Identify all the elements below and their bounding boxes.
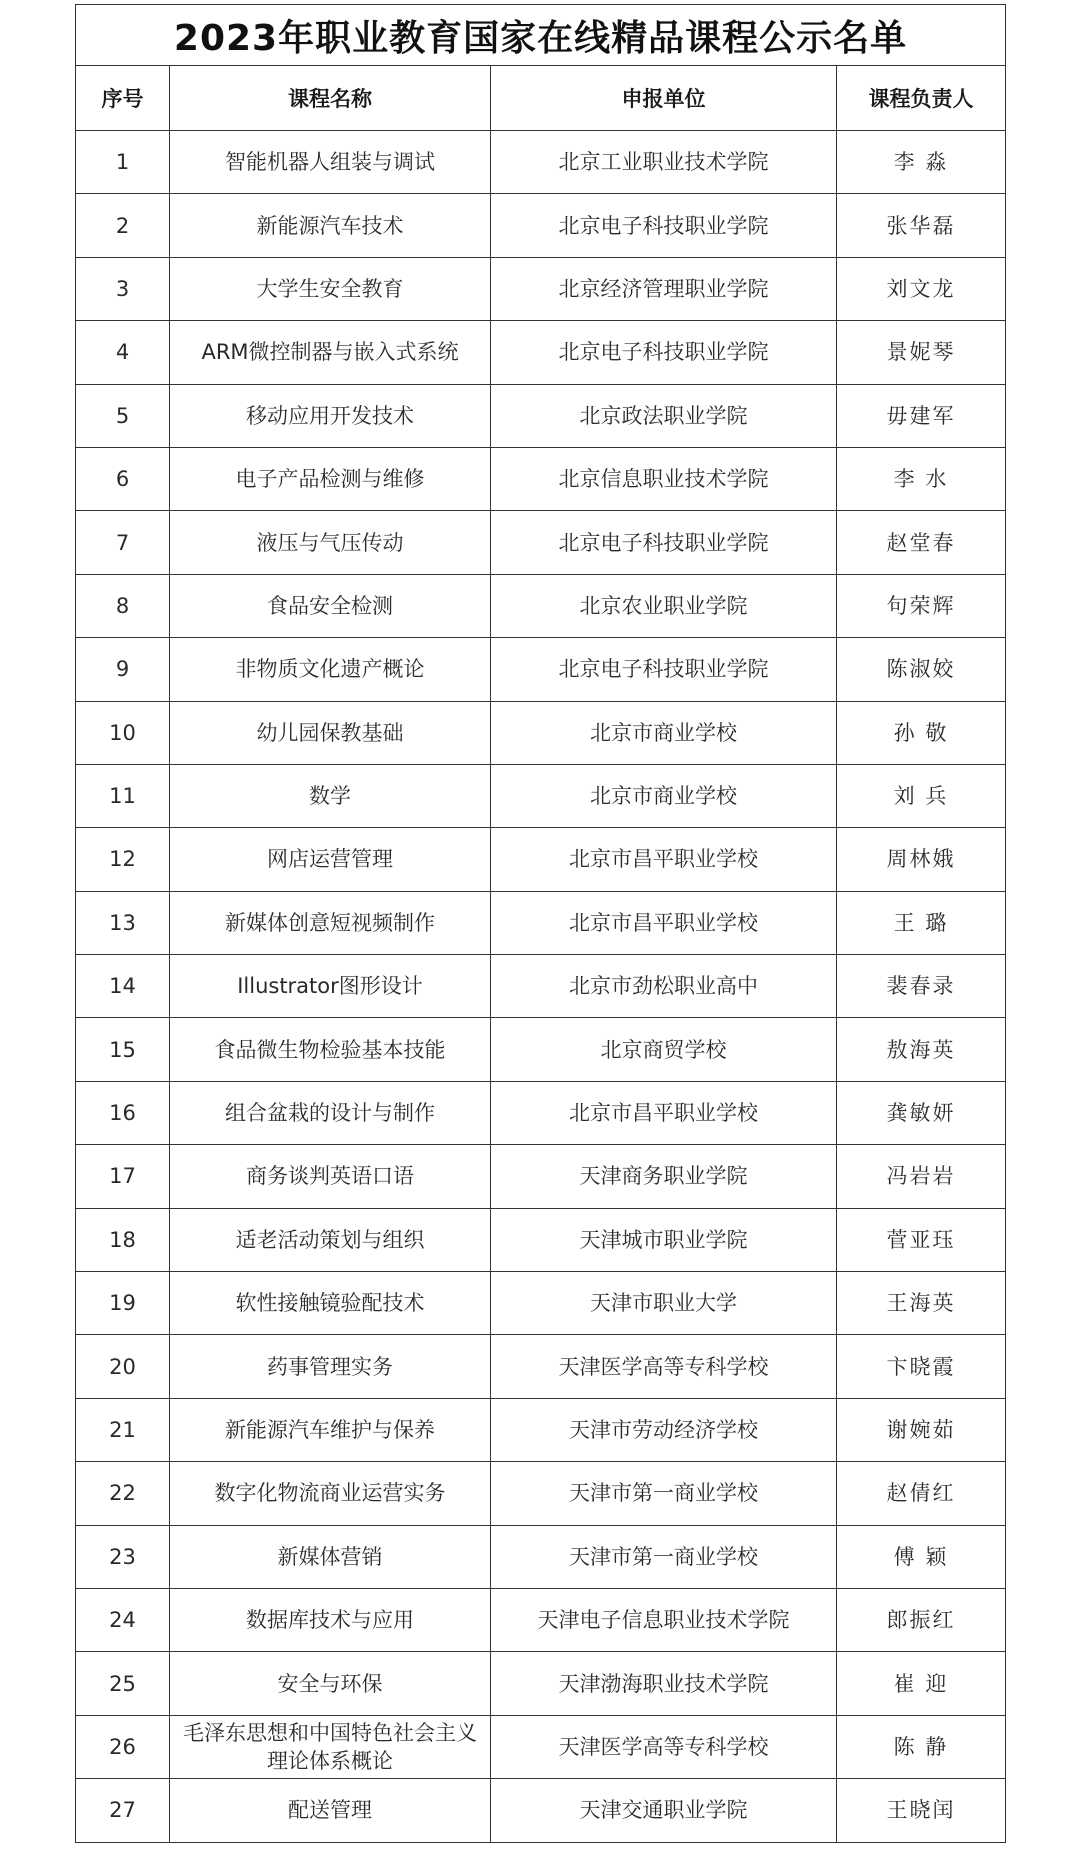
table-row [76,701,1006,764]
course-name-text: 大学生安全教育 [256,276,404,301]
cell-course [170,447,491,510]
cell-person: 王晓闰 [837,1779,1006,1842]
table-row [76,384,1006,447]
cell-course [170,891,491,954]
cell-no: 27 [76,1779,170,1842]
table-row [76,764,1006,827]
cell-course [170,1462,491,1525]
cell-unit: 天津交通职业学院 [491,1779,837,1842]
course-name-text: 适老活动策划与组织 [235,1227,425,1252]
header-unit: 申报单位 [491,66,837,131]
cell-person: 周林娥 [837,828,1006,891]
course-name-text: 网店运营管理 [267,847,393,872]
cell-no: 25 [76,1652,170,1715]
cell-course [170,701,491,764]
table-row [76,1145,1006,1208]
cell-unit: 北京市商业学校 [491,701,837,764]
cell-unit: 北京市昌平职业学校 [491,1081,837,1144]
cell-person: 敖海英 [837,1018,1006,1081]
course-name-text: 新能源汽车技术 [256,213,404,238]
cell-no: 8 [76,574,170,637]
header-no: 序号 [76,66,170,131]
table-row [76,1272,1006,1335]
course-name-text: Illustrator图形设计 [237,974,423,999]
table-row [76,257,1006,320]
cell-no: 10 [76,701,170,764]
course-name-text: 食品微生物检验基本技能 [214,1037,446,1062]
table-row [76,828,1006,891]
cell-no: 7 [76,511,170,574]
cell-course [170,1588,491,1651]
cell-no: 22 [76,1462,170,1525]
table-body [76,131,1006,1843]
table-row [76,1652,1006,1715]
cell-unit: 天津商务职业学院 [491,1145,837,1208]
cell-person: 傅 颖 [837,1525,1006,1588]
cell-no: 17 [76,1145,170,1208]
cell-course [170,1145,491,1208]
cell-unit: 北京市昌平职业学校 [491,828,837,891]
table-row [76,1525,1006,1588]
cell-course [170,1018,491,1081]
course-name-text: 智能机器人组装与调试 [225,150,435,175]
header-person: 课程负责人 [837,66,1006,131]
document-title: 2023年职业教育国家在线精品课程公示名单 [76,5,1006,66]
cell-unit: 北京农业职业学院 [491,574,837,637]
table-row [76,1208,1006,1271]
cell-no: 9 [76,638,170,701]
table-row [76,194,1006,257]
cell-person: 冯岩岩 [837,1145,1006,1208]
cell-course [170,384,491,447]
cell-unit: 北京工业职业技术学院 [491,131,837,194]
table-row [76,574,1006,637]
course-name-text: 液压与气压传动 [256,530,404,555]
cell-unit: 北京商贸学校 [491,1018,837,1081]
table-row [76,1588,1006,1651]
cell-person: 陈 静 [837,1715,1006,1778]
table-row [76,131,1006,194]
cell-unit: 北京市商业学校 [491,764,837,827]
header-course: 课程名称 [170,66,491,131]
cell-person: 陈淑姣 [837,638,1006,701]
cell-unit: 天津电子信息职业技术学院 [491,1588,837,1651]
cell-unit: 北京电子科技职业学院 [491,194,837,257]
cell-course [170,638,491,701]
cell-course [170,321,491,384]
cell-no: 26 [76,1715,170,1778]
table-row [76,638,1006,701]
table-row [76,1779,1006,1842]
table-row [76,1335,1006,1398]
cell-person: 刘文龙 [837,257,1006,320]
cell-person: 龚敏妍 [837,1081,1006,1144]
cell-unit: 天津市第一商业学校 [491,1525,837,1588]
cell-person: 孙 敬 [837,701,1006,764]
cell-person: 崔 迎 [837,1652,1006,1715]
course-list-table [75,4,1006,1843]
cell-unit: 北京电子科技职业学院 [491,511,837,574]
course-name-text: 幼儿园保教基础 [256,720,404,745]
course-name-text: 安全与环保 [277,1671,383,1696]
cell-unit: 天津市第一商业学校 [491,1462,837,1525]
course-name-text: 数据库技术与应用 [246,1608,414,1633]
header-row [76,66,1006,131]
table-row [76,321,1006,384]
cell-no: 18 [76,1208,170,1271]
cell-unit: 北京电子科技职业学院 [491,638,837,701]
table-row [76,1081,1006,1144]
course-name-text: 商务谈判英语口语 [246,1164,414,1189]
cell-course [170,1398,491,1461]
cell-unit: 天津市职业大学 [491,1272,837,1335]
cell-course [170,1715,491,1778]
cell-no: 12 [76,828,170,891]
cell-course [170,1081,491,1144]
cell-person: 卞晓霞 [837,1335,1006,1398]
table-row [76,1398,1006,1461]
cell-course [170,1272,491,1335]
cell-person: 景妮琴 [837,321,1006,384]
cell-course [170,131,491,194]
course-name-text: 移动应用开发技术 [246,403,414,428]
cell-no: 3 [76,257,170,320]
course-name-text: 毛泽东思想和中国特色社会主义理论体系概论 [183,1720,477,1773]
cell-no: 5 [76,384,170,447]
cell-person: 刘 兵 [837,764,1006,827]
cell-person: 毋建军 [837,384,1006,447]
cell-unit: 北京市昌平职业学校 [491,891,837,954]
cell-person: 郎振红 [837,1588,1006,1651]
cell-person: 王 璐 [837,891,1006,954]
cell-course [170,1525,491,1588]
cell-no: 23 [76,1525,170,1588]
course-name-text: 组合盆栽的设计与制作 [225,1101,435,1126]
course-name-text: 药事管理实务 [267,1354,393,1379]
cell-person: 句荣辉 [837,574,1006,637]
course-name-text: 食品安全检测 [267,593,393,618]
cell-person: 赵堂春 [837,511,1006,574]
cell-person: 王海英 [837,1272,1006,1335]
course-list-document [75,4,1005,1843]
cell-course [170,574,491,637]
course-name-text: 非物质文化遗产概论 [235,657,425,682]
cell-course [170,955,491,1018]
course-name-text: 配送管理 [288,1798,372,1823]
cell-unit: 北京信息职业技术学院 [491,447,837,510]
table-row [76,447,1006,510]
cell-no: 16 [76,1081,170,1144]
cell-course [170,764,491,827]
cell-unit: 北京经济管理职业学院 [491,257,837,320]
cell-unit: 北京市劲松职业高中 [491,955,837,1018]
cell-unit: 天津医学高等专科学校 [491,1335,837,1398]
cell-course [170,511,491,574]
cell-person: 谢婉茹 [837,1398,1006,1461]
course-name-text: 新媒体创意短视频制作 [225,910,435,935]
table-row [76,891,1006,954]
cell-no: 6 [76,447,170,510]
course-name-text: 数学 [309,784,351,809]
cell-no: 1 [76,131,170,194]
course-name-text: 新能源汽车维护与保养 [225,1418,435,1442]
cell-course [170,1779,491,1842]
cell-no: 2 [76,194,170,257]
cell-no: 21 [76,1398,170,1461]
cell-no: 13 [76,891,170,954]
cell-course [170,1652,491,1715]
cell-course [170,194,491,257]
cell-unit: 天津城市职业学院 [491,1208,837,1271]
course-name-text: 新媒体营销 [277,1544,383,1569]
cell-person: 菅亚珏 [837,1208,1006,1271]
cell-unit: 天津医学高等专科学校 [491,1715,837,1778]
cell-person: 张华磊 [837,194,1006,257]
table-row [76,1018,1006,1081]
cell-no: 4 [76,321,170,384]
cell-unit: 天津市劳动经济学校 [491,1398,837,1461]
cell-no: 11 [76,764,170,827]
cell-no: 24 [76,1588,170,1651]
table-row [76,955,1006,1018]
table-row [76,1462,1006,1525]
course-name-text: 软性接触镜验配技术 [235,1291,425,1316]
course-name-text: ARM微控制器与嵌入式系统 [201,340,459,365]
table-row [76,511,1006,574]
cell-person: 李 淼 [837,131,1006,194]
cell-no: 15 [76,1018,170,1081]
cell-person: 裴春录 [837,955,1006,1018]
cell-course [170,1208,491,1271]
cell-unit: 北京电子科技职业学院 [491,321,837,384]
title-row [76,5,1006,66]
cell-no: 14 [76,955,170,1018]
course-name-text: 电子产品检测与维修 [235,467,425,492]
cell-no: 19 [76,1272,170,1335]
cell-unit: 北京政法职业学院 [491,384,837,447]
cell-course [170,1335,491,1398]
cell-unit: 天津渤海职业技术学院 [491,1652,837,1715]
course-name-text: 数字化物流商业运营实务 [214,1481,446,1506]
cell-person: 赵倩红 [837,1462,1006,1525]
cell-course [170,257,491,320]
cell-person: 李 水 [837,447,1006,510]
table-row [76,1715,1006,1778]
cell-course [170,828,491,891]
cell-no: 20 [76,1335,170,1398]
